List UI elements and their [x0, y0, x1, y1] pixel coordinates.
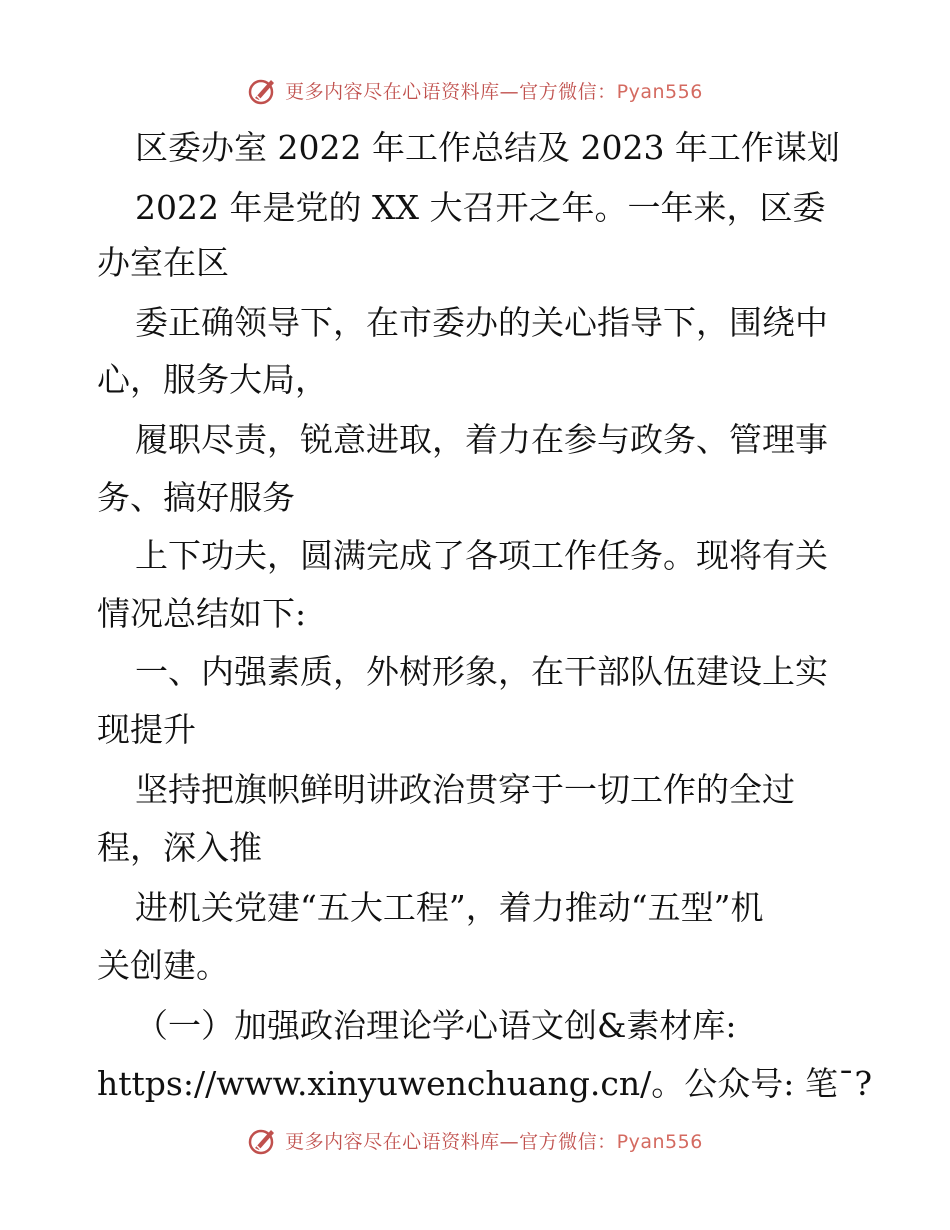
- paragraph-line: 程，深入推: [97, 828, 262, 867]
- watermark-wechat: Pyan556: [616, 1130, 703, 1153]
- paragraph-line: 心，服务大局，: [97, 360, 328, 399]
- quill-logo-icon: [247, 1124, 279, 1156]
- paragraph-line: 2022 年是党的 XX 大召开之年。一年来，区委: [135, 188, 826, 227]
- header-watermark: [0, 70, 950, 110]
- watermark-prefix: 更多内容尽在心语资料库—官方微信：: [285, 80, 617, 103]
- section-heading-cont: 现提升: [97, 710, 196, 749]
- section-heading: 一、内强素质，外树形象，在干部队伍建设上实: [135, 652, 828, 691]
- paragraph-line: 关创建。: [97, 946, 229, 985]
- paragraph-line: 履职尽责，锐意进取，着力在参与政务、管理事: [135, 420, 828, 459]
- paragraph-line: 进机关党建“五大工程”，着力推动“五型”机: [135, 888, 764, 927]
- paragraph-line: 情况总结如下:: [97, 594, 307, 633]
- paragraph-line: 务、搞好服务: [97, 478, 295, 517]
- paragraph-line: 委正确领导下，在市委办的关心指导下，围绕中: [135, 303, 828, 342]
- paragraph-line: 办室在区: [97, 243, 229, 282]
- document-title: 区委办室 2022 年工作总结及 2023 年工作谋划: [135, 128, 840, 167]
- watermark-prefix: 更多内容尽在心语资料库—官方微信：: [285, 1130, 617, 1153]
- watermark-wechat: Pyan556: [616, 80, 703, 103]
- paragraph-line: 坚持把旗帜鲜明讲政治贯穿于一切工作的全过: [135, 770, 795, 809]
- watermark-text: [285, 1127, 703, 1154]
- subsection-heading: （一）加强政治理论学心语文创&素材库:: [135, 1006, 737, 1045]
- url-line: https://www.xinyuwenchuang.cn/。公众号: 笔¯?: [97, 1064, 873, 1103]
- paragraph-line: 上下功夫，圆满完成了各项工作任务。现将有关: [135, 536, 828, 575]
- watermark-text: [285, 77, 703, 104]
- quill-logo-icon: [247, 74, 279, 106]
- footer-watermark: [0, 1120, 950, 1160]
